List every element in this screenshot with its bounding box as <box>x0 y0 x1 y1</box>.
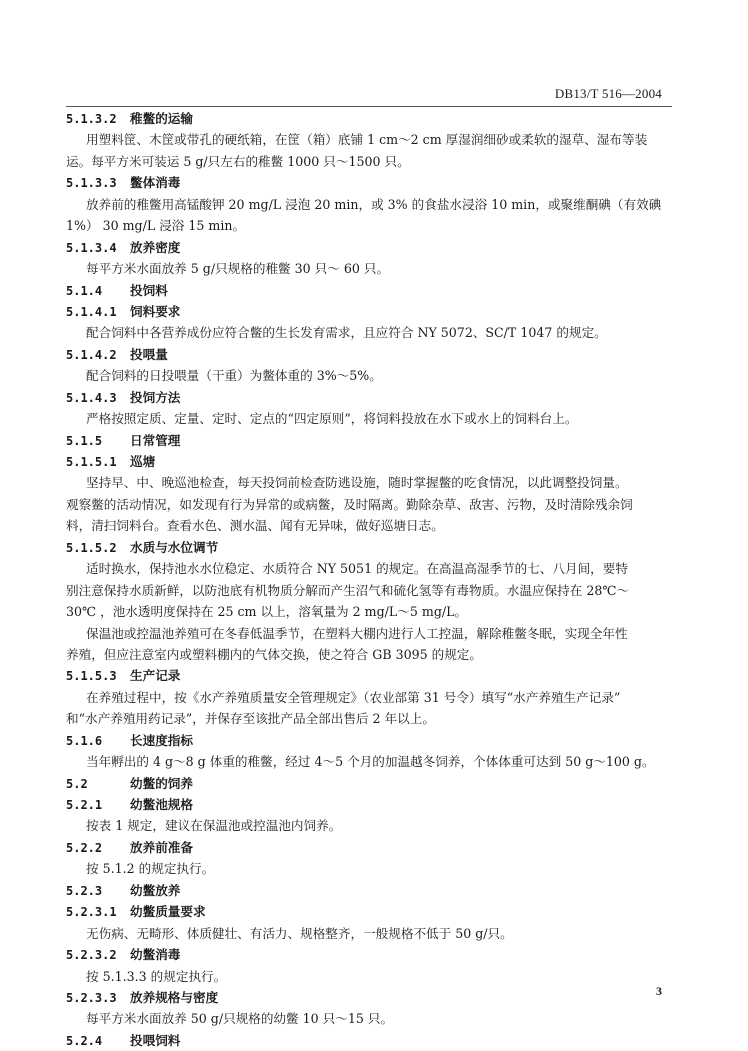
section-title: 长速度指标 <box>130 732 193 748</box>
section-number: 5.2.4 <box>66 1033 103 1048</box>
paragraph-continuation: 运。每平方米可装运 5 g/只左右的稚鳖 1000 只～1500 只。 <box>66 153 410 169</box>
section-heading <box>66 880 672 901</box>
paragraph-line: 配合饲料的日投喂量（干重）为鳖体重的 3%～5%。 <box>86 368 382 384</box>
paragraph-line: 当年孵出的 4 g～8 g 体重的稚鳖，经过 4～5 个月的加温越冬饲养，个体体重可达到 50 g～100 g。 <box>86 754 655 770</box>
section-number: 5.2.3 <box>66 883 103 898</box>
section-title: 投饲料 <box>130 282 168 298</box>
section-heading <box>66 665 672 686</box>
section-title: 投喂量 <box>130 346 168 362</box>
paragraph-line: 严格按照定质、定量、定时、定点的“四定原则”，将饲料投放在水下或水上的饲料台上。 <box>86 411 578 427</box>
paragraph-line: 在养殖过程中，按《水产养殖质量安全管理规定》（农业部第 31 号令）填写“水产养殖生产记录” <box>86 689 621 705</box>
section-heading <box>66 280 672 301</box>
section-title: 饲料要求 <box>130 303 181 319</box>
section-number: 5.1.4.1 <box>66 304 117 319</box>
section-title: 投喂饲料 <box>130 1032 181 1048</box>
section-number: 5.1.4 <box>66 283 103 298</box>
paragraph-line: 坚持早、中、晚巡池检查，每天投饲前检查防逃设施，随时掌握鳖的吃食情况，以此调整投饲量。 <box>86 475 628 491</box>
section-number: 5.1.3.3 <box>66 176 117 191</box>
section-title: 巡塘 <box>130 454 156 469</box>
section-heading <box>66 1030 672 1051</box>
section-title: 鳖体消毒 <box>130 175 181 191</box>
section-number: 5.2.3.3 <box>66 990 117 1005</box>
section-heading <box>66 987 672 1008</box>
section-title: 放养前准备 <box>130 839 193 855</box>
section-heading <box>66 837 672 858</box>
paragraph-line: 按 5.1.3.3 的规定执行。 <box>86 968 227 984</box>
section-title: 日常管理 <box>130 432 181 448</box>
section-title: 幼鳖池规格 <box>130 797 193 812</box>
standard-code: DB13/T 516—2004 <box>554 86 662 101</box>
section-heading <box>66 301 672 322</box>
section-number: 5.1.5.1 <box>66 455 117 469</box>
section-number: 5.1.3.4 <box>66 240 117 255</box>
paragraph-continuation: 养殖，但应注意室内或塑料棚内的气体交换，使之符合 GB 3095 的规定。 <box>66 646 482 662</box>
section-heading <box>66 773 672 794</box>
section-heading <box>66 944 672 965</box>
section-title: 投饲方法 <box>130 389 181 405</box>
header-divider <box>66 106 672 107</box>
section-heading <box>66 344 672 365</box>
section-title: 放养规格与密度 <box>130 989 219 1005</box>
paragraph-line: 适时换水，保持池水水位稳定、水质符合 NY 5051 的规定。在高温高湿季节的七、八月间，要特 <box>86 561 628 577</box>
paragraph-line: 放养前的稚鳖用高锰酸钾 20 mg/L 浸泡 20 min，或 3% 的食盐水浸浴 10 min，或聚维酮碘（有效碘 <box>86 196 662 212</box>
section-title: 放养密度 <box>130 239 181 255</box>
section-number: 5.1.5.2 <box>66 540 117 555</box>
section-title: 生产记录 <box>130 668 181 684</box>
section-heading <box>66 901 672 922</box>
paragraph-line: 每平方米水面放养 5 g/只规格的稚鳖 30 只～ 60 只。 <box>86 261 390 277</box>
paragraph-line: 每平方米水面放养 50 g/只规格的幼鳖 10 只～15 只。 <box>86 1011 394 1027</box>
page-number: 3 <box>656 984 662 998</box>
section-number: 5.2 <box>66 776 88 791</box>
paragraph-line: 按 5.1.2 的规定执行。 <box>86 861 215 877</box>
section-number: 5.1.5.3 <box>66 669 117 684</box>
document-body <box>66 108 672 1051</box>
section-title: 水质与水位调节 <box>130 539 219 555</box>
section-heading <box>66 730 672 751</box>
section-title: 幼鳖质量要求 <box>130 904 206 920</box>
section-heading <box>66 794 672 815</box>
section-heading <box>66 108 672 129</box>
section-number: 5.1.6 <box>66 733 103 748</box>
section-title: 幼鳖的饲养 <box>130 775 193 791</box>
section-number: 5.2.1 <box>66 798 103 812</box>
section-heading <box>66 451 672 472</box>
section-title: 幼鳖消毒 <box>130 947 181 963</box>
section-heading <box>66 537 672 558</box>
paragraph-continuation: 别注意保持水质新鲜，以防池底有机物质分解而产生沼气和硫化氢等有毒物质。水温应保持在 28℃～ <box>66 582 630 598</box>
section-title: 稚鳖的运输 <box>130 111 193 126</box>
section-number: 5.1.4.3 <box>66 390 117 405</box>
paragraph-line: 按表 1 规定，建议在保温池或控温池内饲养。 <box>86 818 342 834</box>
paragraph-continuation: 和“水产养殖用药记录”，并保存至该批产品全部出售后 2 年以上。 <box>66 711 435 727</box>
section-heading <box>66 172 672 193</box>
section-number: 5.2.3.1 <box>66 905 117 920</box>
paragraph-continuation: 料，清扫饲料台。查看水色、测水温、闻有无异味，做好巡塘日志。 <box>66 518 444 534</box>
paragraph-continuation: 1%） 30 mg/L 浸浴 15 min。 <box>66 218 246 234</box>
paragraph-line: 保温池或控温池养殖可在冬春低温季节，在塑料大棚内进行人工控温，解除稚鳖冬眠，实现全年性 <box>86 625 628 641</box>
section-number: 5.1.4.2 <box>66 347 117 362</box>
paragraph-continuation: 观察鳖的活动情况，如发现有行为异常的或病鳖，及时隔离。勤除杂草、敌害、污物，及时清除残余饲 <box>66 496 633 512</box>
section-number: 5.1.3.2 <box>66 112 117 126</box>
paragraph-continuation: 30℃ ，池水透明度保持在 25 cm 以上，溶氧量为 2 mg/L～5 mg/L。 <box>66 604 468 620</box>
paragraph-line: 无伤病、无畸形、体质健壮、有活力、规格整齐，一般规格不低于 50 g/只。 <box>86 925 513 941</box>
section-heading <box>66 387 672 408</box>
section-number: 5.2.2 <box>66 840 103 855</box>
section-number: 5.1.5 <box>66 433 103 448</box>
section-number: 5.2.3.2 <box>66 948 117 963</box>
paragraph-line: 配合饲料中各营养成份应符合鳖的生长发育需求，且应符合 NY 5072、SC/T 1047 的规定。 <box>86 325 607 341</box>
section-heading <box>66 237 672 258</box>
section-title: 幼鳖放养 <box>130 882 181 898</box>
paragraph-line: 用塑料筐、木筐或带孔的硬纸箱，在筐（箱）底铺 1 cm～2 cm 厚湿润细砂或柔软的湿草、湿布等装 <box>86 132 648 148</box>
section-heading <box>66 430 672 451</box>
